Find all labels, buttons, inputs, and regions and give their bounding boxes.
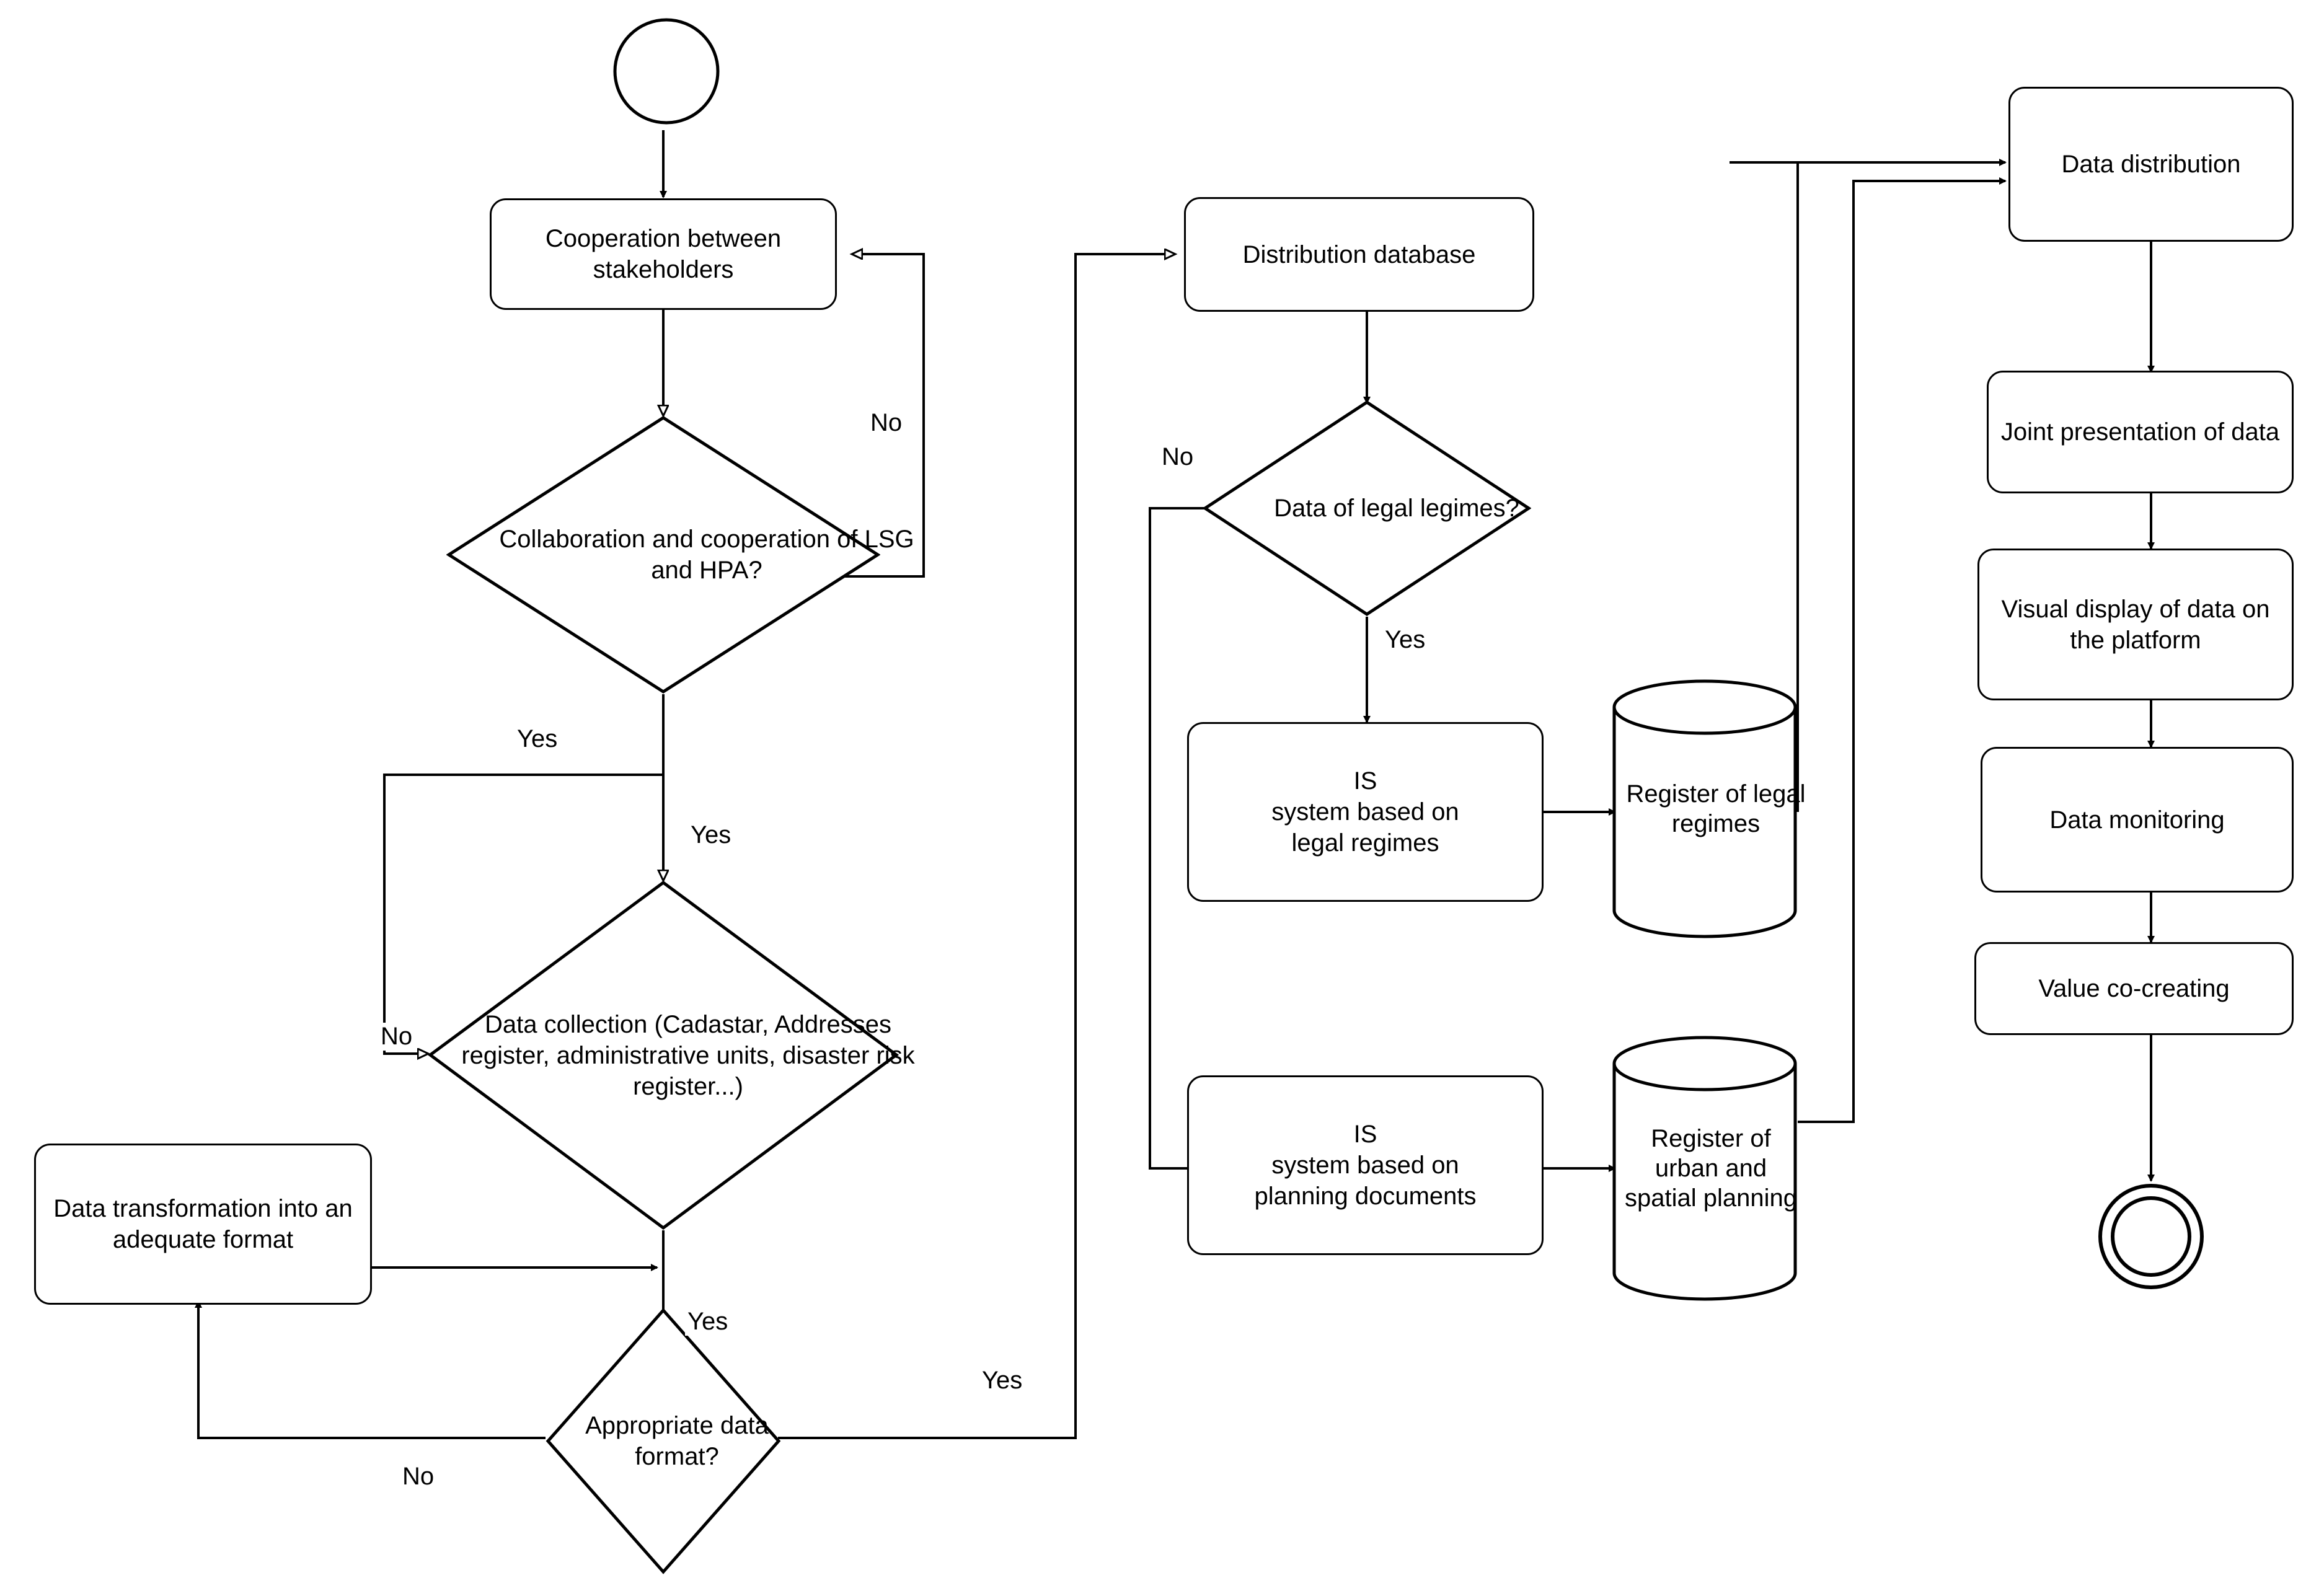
node-is-planning-documents-line1: IS [1353, 1121, 1377, 1148]
node-legal-regimes-decision [1203, 400, 1531, 617]
node-register-legal-regimes [1612, 679, 1806, 939]
node-distribution-database: Distribution database [1184, 197, 1534, 312]
node-data-monitoring: Data monitoring [1981, 747, 2294, 893]
node-register-urban-spatial-planning [1612, 1035, 1798, 1302]
node-register-urban-spatial-planning-label: Register of urban and spatial planning [1625, 1125, 1797, 1212]
node-is-legal-regimes [1187, 722, 1544, 902]
edge-label-yes-legal: Yes [1382, 626, 1428, 654]
node-is-legal-regimes-line1: IS [1353, 767, 1377, 795]
edge-label-yes-collab-left: Yes [515, 725, 560, 753]
node-appropriate-format-decision [546, 1308, 781, 1574]
edge-label-yes-format-right: Yes [979, 1367, 1025, 1395]
node-is-legal-regimes-line3: legal regimes [1291, 829, 1439, 857]
node-collaboration-decision [446, 415, 914, 694]
edge-label-no-legal: No [1159, 443, 1196, 471]
node-cooperation-between-stakeholders: Cooperation between stakeholders [490, 198, 837, 310]
start-node [611, 15, 722, 130]
edge-label-yes-collab-down: Yes [688, 821, 733, 849]
node-is-legal-regimes-line2: system based on [1271, 798, 1459, 826]
node-data-distribution: Data distribution [2008, 87, 2294, 242]
node-joint-presentation: Joint presentation of data [1987, 371, 2294, 493]
node-is-planning-documents [1187, 1075, 1544, 1255]
node-register-legal-regimes-label: Register of legal regimes [1626, 780, 1806, 837]
node-collaboration-decision-label: Collaboration and cooperation of LSG and HPA? [499, 526, 914, 584]
node-legal-regimes-decision-label: Data of legal legimes? [1274, 495, 1519, 522]
node-data-transformation: Data transformation into an adequate format [34, 1144, 372, 1305]
node-value-co-creating: Value co-creating [1974, 942, 2294, 1035]
end-node [2095, 1181, 2207, 1295]
edge-label-no-data-collection: No [378, 1023, 415, 1051]
node-is-planning-documents-line3: planning documents [1254, 1183, 1477, 1210]
edge-label-no-format-bottom: No [400, 1463, 436, 1491]
node-visual-display: Visual display of data on the platform [1977, 549, 2294, 700]
edge-label-yes-format-top: Yes [685, 1308, 730, 1336]
node-appropriate-format-decision-label: Appropriate data format? [585, 1412, 769, 1470]
node-data-collection-decision [428, 880, 915, 1230]
edge-label-no-cooperation-loop: No [868, 409, 904, 437]
node-is-planning-documents-line2: system based on [1271, 1152, 1459, 1179]
node-data-collection-decision-label: Data collection (Cadastar, Addresses register, administrative units, disaster risk register...) [461, 1010, 915, 1100]
